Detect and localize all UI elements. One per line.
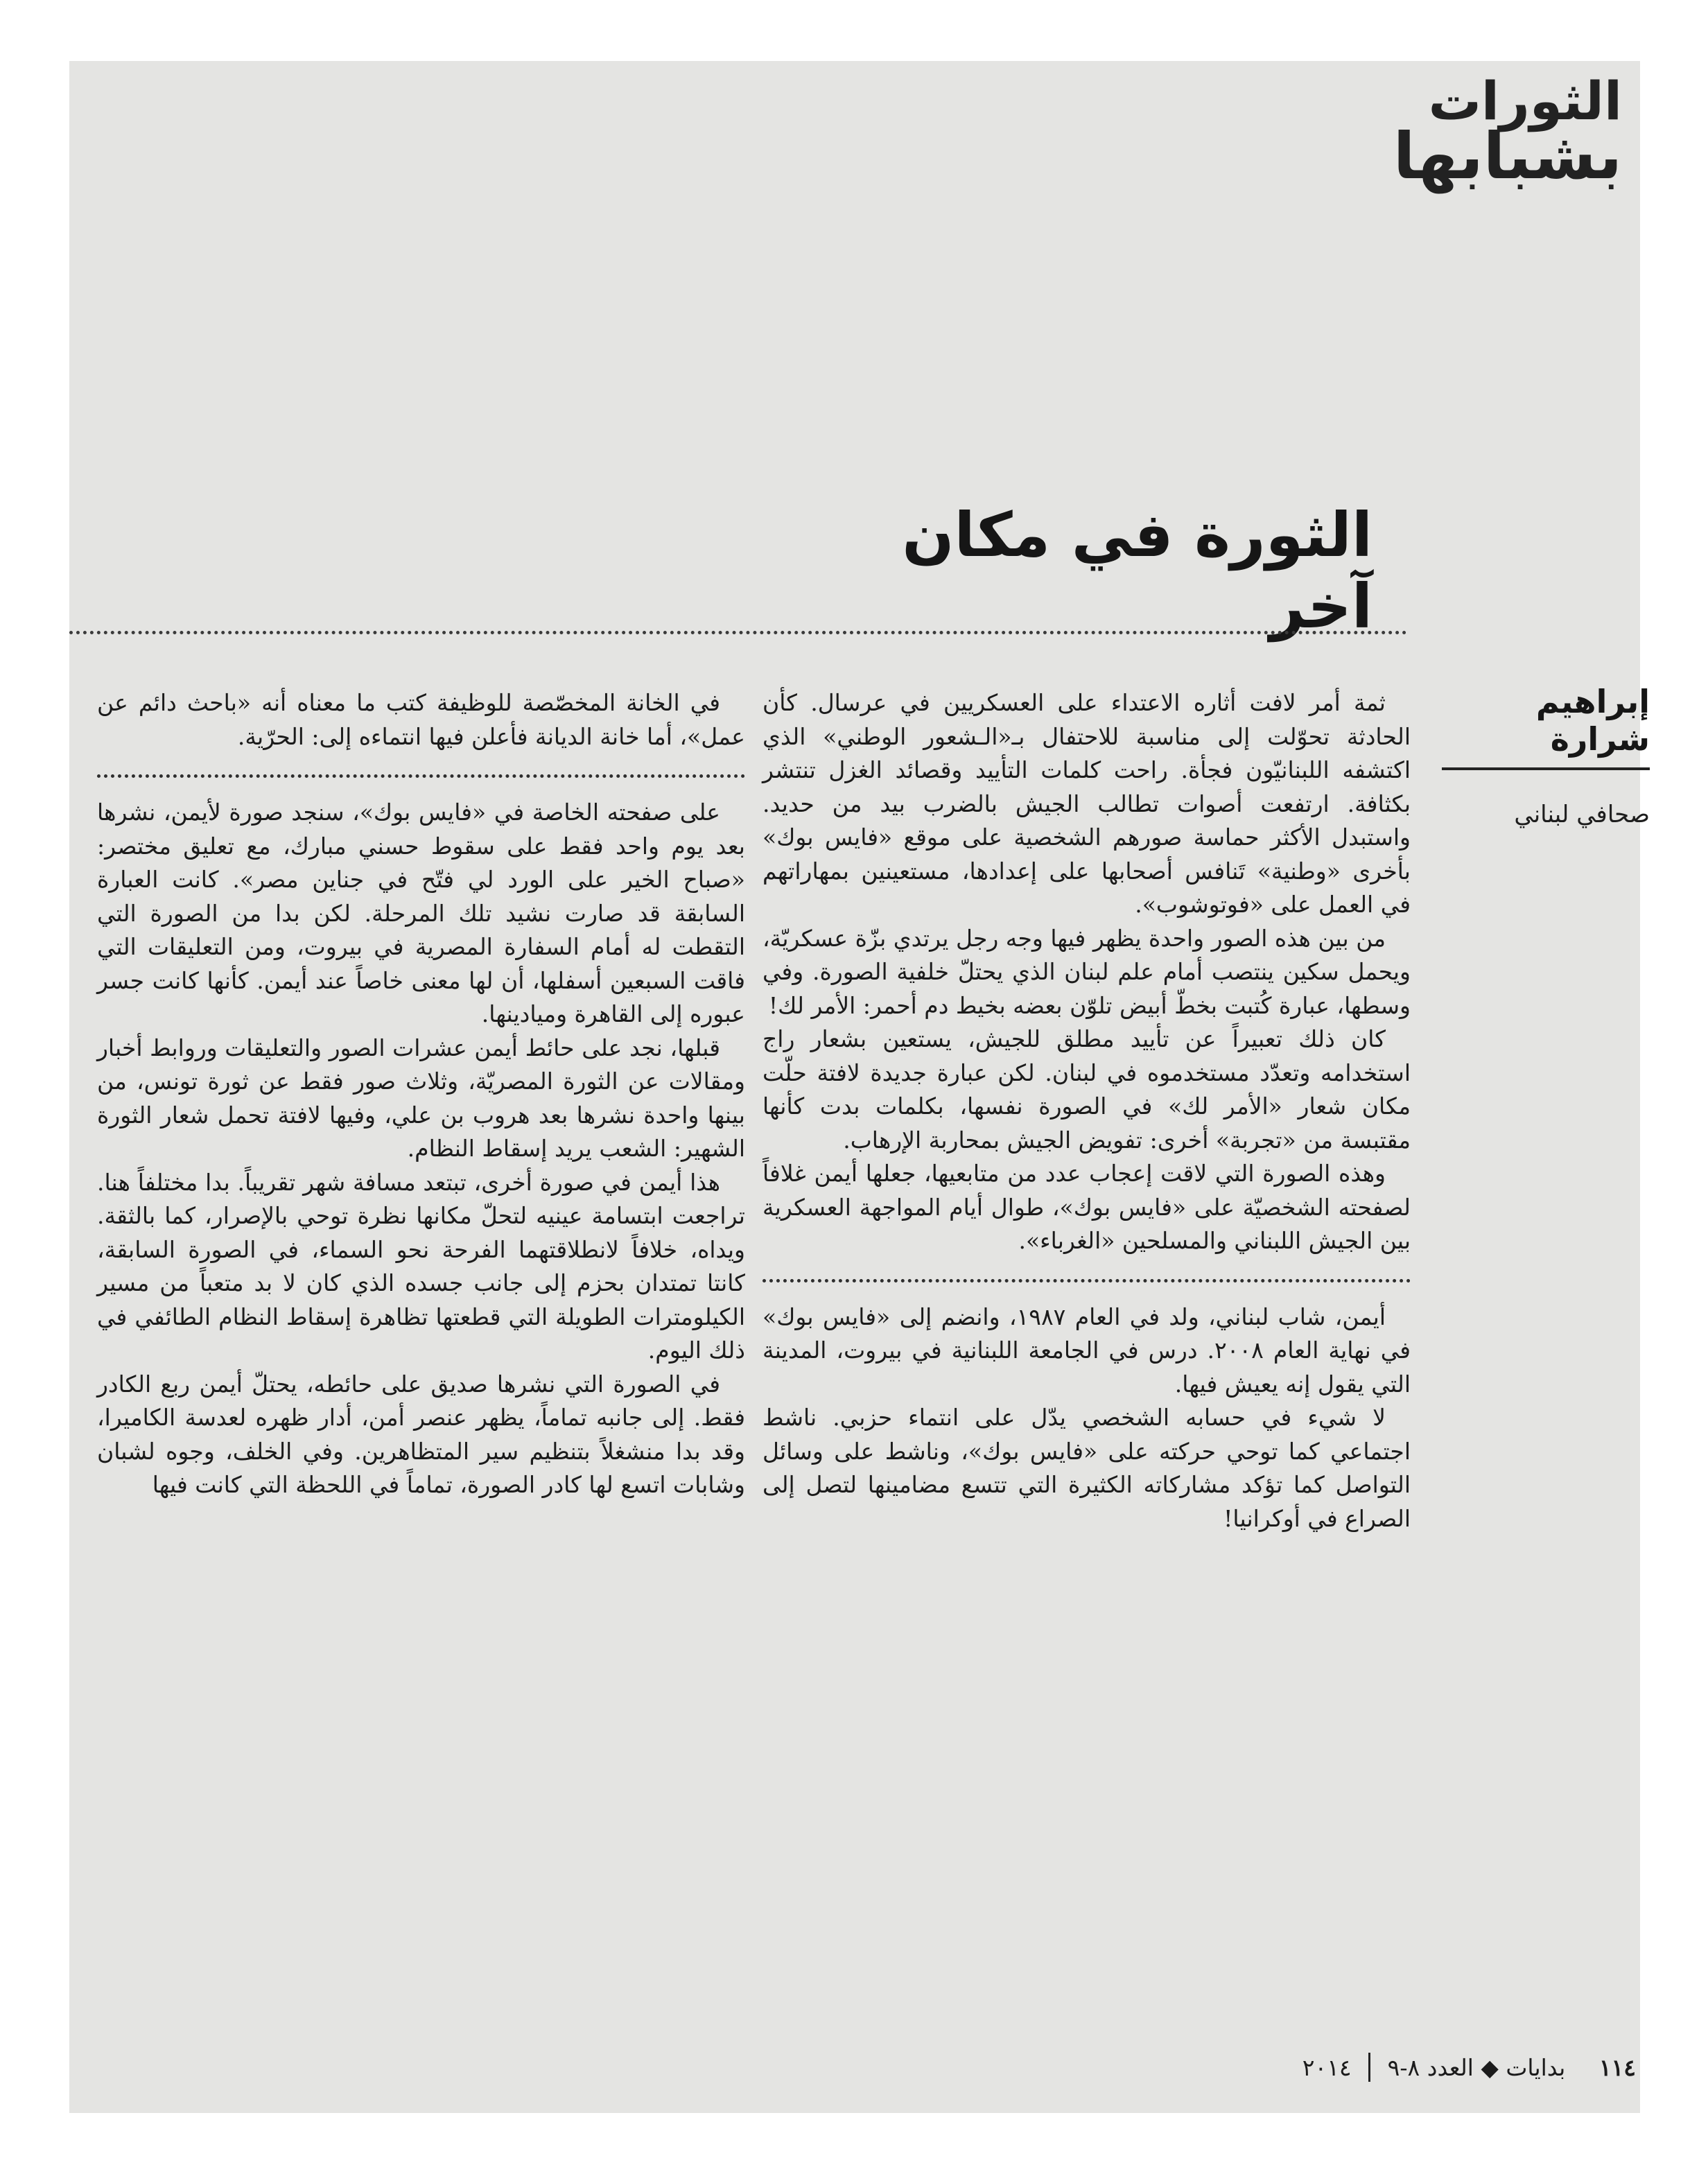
paragraph: كان ذلك تعبيراً عن تأييد مطلق للجيش، يستعين بشعار راج استخدامه وتعدّد مستخدموه في لبنان. لكن عبارة جديدة لافتة حلّت مكان شعار «الأمر لك» في الصورة نفسها، بكلمات بدت كأنها مقتبسة من «تجربة» أخرى: تفويض الجيش بمحاربة الإرهاب. <box>762 1025 1411 1154</box>
paragraph: هذا أيمن في صورة أخرى، تبتعد مسافة شهر تقريباً. بدا مختلفاً هنا. تراجعت ابتسامة عينيه لتحلّ مكانها نظرة توحي بالإصرار، كما بالثقة. ويداه، خلافاً لانطلاقتهما الفرحة نحو السماء، في الصورة السابقة، كانتا تمتدان بحزم إلى جانب جسده الذي كان لا بد متعباً من مسير الكيلومترات الطويلة التي قطعتها تظاهرة إسقاط النظام الطائفي في ذلك اليوم. <box>97 1168 745 1364</box>
paragraph: وهذه الصورة التي لاقت إعجاب عدد من متابعيها، جعلها أيمن غلافاً لصفحته الشخصيّة على «فايس بوك»، طوال أيام المواجهة العسكرية بين الجيش اللبناني والمسلحين «الغرباء». <box>762 1160 1411 1254</box>
paragraph: من بين هذه الصور واحدة يظهر فيها وجه رجل يرتدي بزّة عسكريّة، ويحمل سكين ينتصب أمام علم لبنان الذي يحتلّ خلفية الصورة. وفي وسطها، عبارة كُتبت بخطّ أبيض تلوّن بعضه بخيط دم أحمر: الأمر لك! <box>762 924 1411 1019</box>
paragraph: في الخانة المخصّصة للوظيفة كتب ما معناه أنه «باحث دائم عن عمل»، أما خانة الديانة فأعلن فيها انتماءه إلى: الحرّية. <box>97 689 745 750</box>
paragraph: ثمة أمر لافت أثاره الاعتداء على العسكريين في عرسال. كأن الحادثة تحوّلت إلى مناسبة للاحتفال بـ«الـشعور الوطني» الذي اكتشفه اللبنانيّون فجأة. راحت كلمات التأييد وقصائد الغزل تنتشر بكثافة. ارتفعت أصوات تطالب الجيش بالضرب بيد من حديد. واستبدل الأكثر حماسة صورهم الشخصية على موقع «فايس بوك» بأخرى «وطنية» تَنافس أصحابها على إعدادها، مستعينين بمهاراتهم في العمل على «فوتوشوب». <box>762 689 1411 918</box>
page-number: ١١٤ <box>1598 2053 1636 2081</box>
paragraph: أيمن، شاب لبناني، ولد في العام ١٩٨٧، وانضم إلى «فايس بوك» في نهاية العام ٢٠٠٨. درس في الجامعة اللبنانية في بيروت، المدينة التي يقول إنه يعيش فيها. <box>762 1303 1411 1398</box>
page-footer <box>1109 2052 1636 2082</box>
logo-line-1: الثورات <box>1428 70 1622 132</box>
text-column-right <box>762 686 1411 1536</box>
paragraph: على صفحته الخاصة في «فايس بوك»، سنجد صورة لأيمن، نشرها بعد يوم واحد فقط على سقوط حسني مبارك، مع تعليق مختصر: «صباح الخير على الورد لي فتّح في جناين مصر». كانت العبارة السابقة قد صارت نشيد تلك المرحلة. لكن بدا من الصورة التي التقطت له أمام السفارة المصرية في بيروت، ومن التعليقات التي فاقت السبعين أسفلها، أن لها معنى خاصاً عند أيمن. كأنها كانت جسر عبوره إلى القاهرة وميادينها. <box>97 799 745 1027</box>
section-divider <box>762 1279 1411 1282</box>
issue-year: ٢٠١٤ <box>1302 2053 1352 2081</box>
section-divider <box>97 774 745 778</box>
title-divider <box>69 631 1407 634</box>
text-column-left <box>97 686 745 1502</box>
issue-number: العدد ٨-٩ <box>1387 2053 1474 2081</box>
paragraph: في الصورة التي نشرها صديق على حائطه، يحتلّ أيمن ربع الكادر فقط. إلى جانبه تماماً، يظهر عنصر أمن، أدار ظهره لعدسة الكاميرا، وقد بدا منشغلاً بتنظيم سير المتظاهرين. وفي الخلف، وجوه لشبان وشابات اتسع لها كادر الصورة، تماماً في اللحظة التي كانت فيها <box>97 1370 745 1498</box>
magazine-name: بدايات <box>1506 2053 1566 2081</box>
paragraph: قبلها، نجد على حائط أيمن عشرات الصور والتعليقات وروابط أخبار ومقالات عن الثورة المصريّة، وثلاث صور فقط عن ثورة تونس، من بينها واحدة نشرها بعد هروب بن علي، وفيها لافتة تحمل شعار الثورة الشهير: الشعب يريد إسقاط النظام. <box>97 1034 745 1162</box>
logo-line-2: بشبابها <box>1393 119 1622 194</box>
author-name: إبراهيم شرارة <box>1535 683 1650 758</box>
author-block <box>1442 683 1650 828</box>
footer-separator <box>1368 2053 1370 2082</box>
author-role: صحافي لبناني <box>1514 801 1650 828</box>
article-title: الثورة في مكان آخر <box>902 499 1372 642</box>
author-underline <box>1442 767 1650 770</box>
diamond-bullet-icon: ◆ <box>1481 2053 1499 2081</box>
paragraph: لا شيء في حسابه الشخصي يدّل على انتماء حزبي. ناشط اجتماعي كما توحي حركته على «فايس بوك»، وناشط على وسائل التواصل كما تؤكد مشاركاته الكثيرة التي تتسع مضامينها لتصل إلى الصراع في أوكرانيا! <box>762 1404 1411 1532</box>
section-logo <box>1393 70 1622 194</box>
